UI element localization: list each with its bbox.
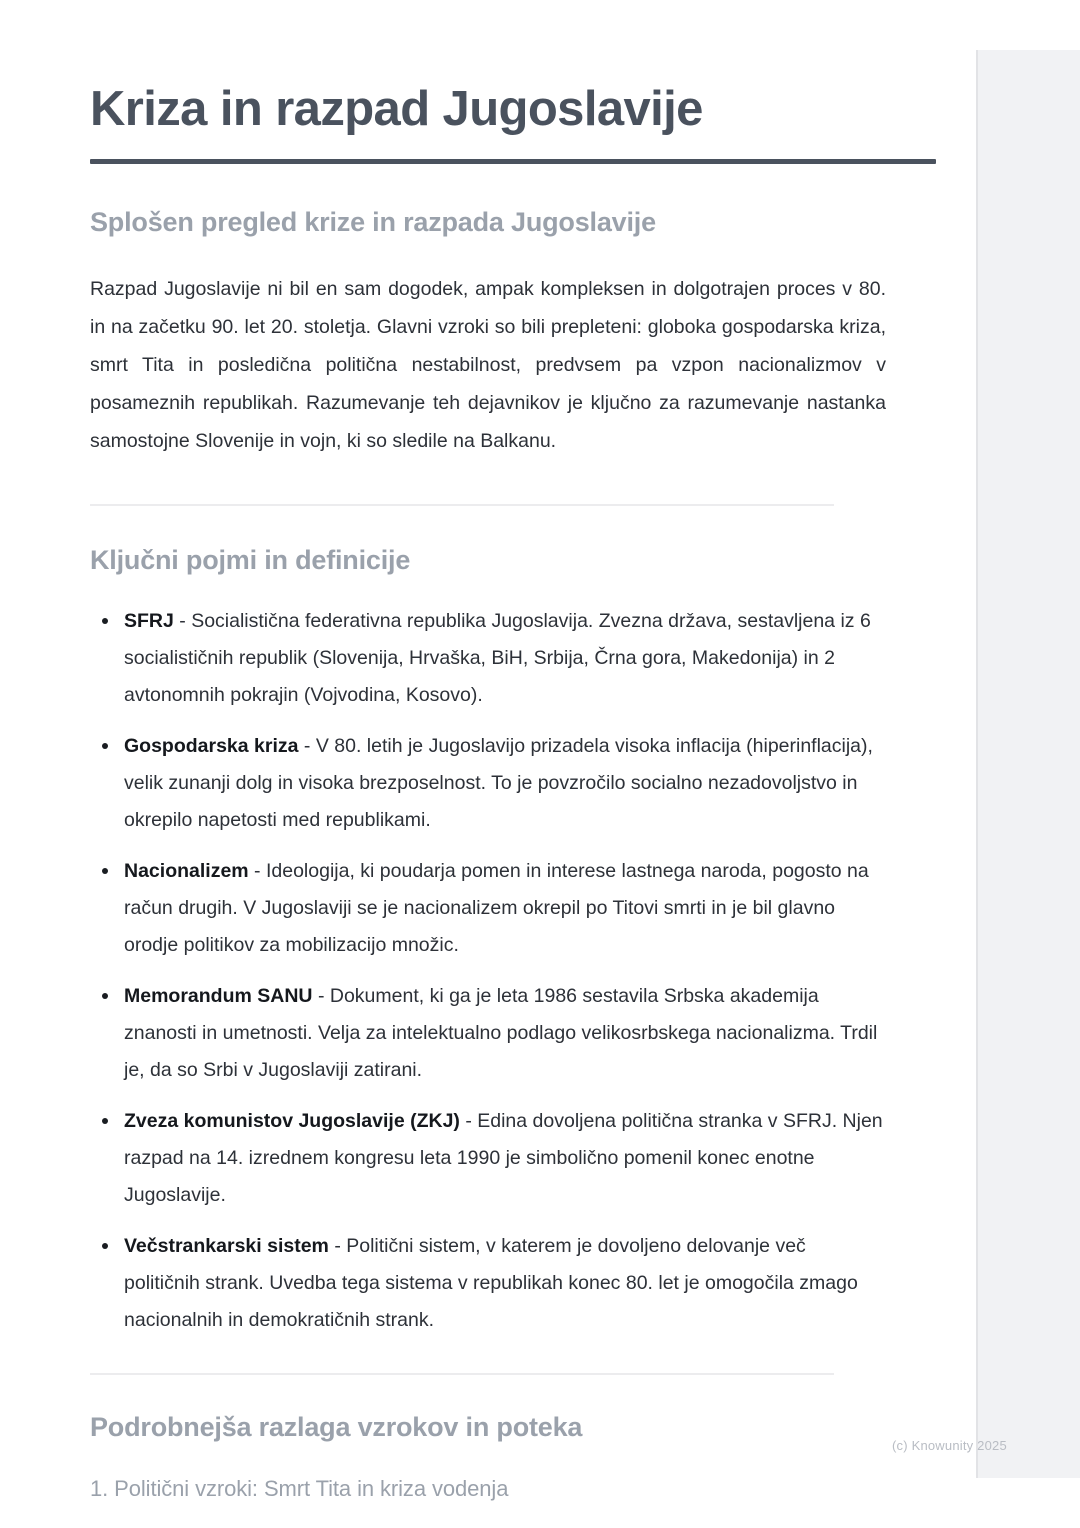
section-heading-details: Podrobnejša razlaga vzrokov in poteka (90, 1412, 583, 1443)
term-definition: - Ideologija, ki poudarja pomen in interese lastnega naroda, pogosto na račun drugih. V Jugoslaviji se je nacionalizem okrepil po Titovi smrti in je bil glavno orodje politikov za mobilizacijo množic. (124, 860, 869, 957)
list-item (90, 1228, 886, 1339)
bullet-dot-icon (102, 1118, 108, 1124)
section-heading-overview: Splošen pregled krize in razpada Jugoslavije (90, 206, 656, 237)
term-label: Memorandum SANU (124, 985, 313, 1008)
bullet-dot-icon (102, 868, 108, 874)
bullet-dot-icon (102, 1243, 108, 1249)
page-gutter-panel[interactable] (976, 50, 1080, 1478)
term-label: Gospodarska kriza (124, 735, 299, 758)
term-definition: - Dokument, ki ga je leta 1986 sestavila Srbska akademija znanosti in umetnosti. Velja za intelektualno podlago velikosrbskega nacionalizma. Trdil je, da so Srbi v Jugoslaviji zatirani. (124, 985, 878, 1082)
list-item (90, 853, 886, 964)
term-label: Zveza komunistov Jugoslavije (ZKJ) (124, 1110, 460, 1133)
overview-paragraph: Razpad Jugoslavije ni bil en sam dogodek, ampak kompleksen in dolgotrajen proces v 80. in na začetku 90. let 20. stoletja. Glavni vzroki so bili prepleteni: globoka gospodarska kriza, smrt Tita in posledična politična nestabilnost, predvsem pa vzpon nacionalizmov v posameznih republikah. Razumevanje teh dejavnikov je ključno za razumevanje nastanka samostojne Slovenije in vojn, ki so sledile na Balkanu. (90, 277, 886, 452)
term-label: SFRJ (124, 610, 174, 633)
bullet-dot-icon (102, 618, 108, 624)
term-definition: - Politični sistem, v katerem je dovoljeno delovanje več političnih strank. Uvedba tega sistema v republikah konec 80. let je omogočila zmago nacionalnih in demokratičnih strank. (124, 1235, 858, 1332)
list-item (90, 1103, 886, 1214)
term-definition: - V 80. letih je Jugoslavijo prizadela visoka inflacija (hiperinflacija), velik zunanji dolg in visoka brezposelnost. To je povzročilo socialno nezadovoljstvo in okrepilo napetosti med republikami. (124, 735, 873, 832)
list-item (90, 603, 886, 714)
term-label: Večstrankarski sistem (124, 1235, 329, 1258)
bullet-dot-icon (102, 743, 108, 749)
list-item (90, 978, 886, 1089)
term-label: Nacionalizem (124, 860, 249, 883)
key-terms-list (90, 603, 886, 1339)
term-definition: - Edina dovoljena politična stranka v SFRJ. Njen razpad na 14. izrednem kongresu leta 1990 je simbolično pomenil konec enotne Jugoslavije. (124, 1110, 883, 1207)
subsection-heading-political-causes: 1. Politični vzroki: Smrt Tita in kriza vodenja (90, 1476, 509, 1502)
copyright-watermark: (c) Knowunity 2025 (892, 1438, 1007, 1453)
section-heading-key-terms: Ključni pojmi in definicije (90, 544, 411, 575)
bullet-dot-icon (102, 993, 108, 999)
page-title: Kriza in razpad Jugoslavije (90, 82, 703, 136)
list-item (90, 728, 886, 839)
term-definition: - Socialistična federativna republika Jugoslavija. Zvezna država, sestavljena iz 6 socialističnih republik (Slovenija, Hrvaška, BiH, Srbija, Črna gora, Makedonija) in 2 avtonomnih pokrajin (Vojvodina, Kosovo). (124, 610, 871, 707)
